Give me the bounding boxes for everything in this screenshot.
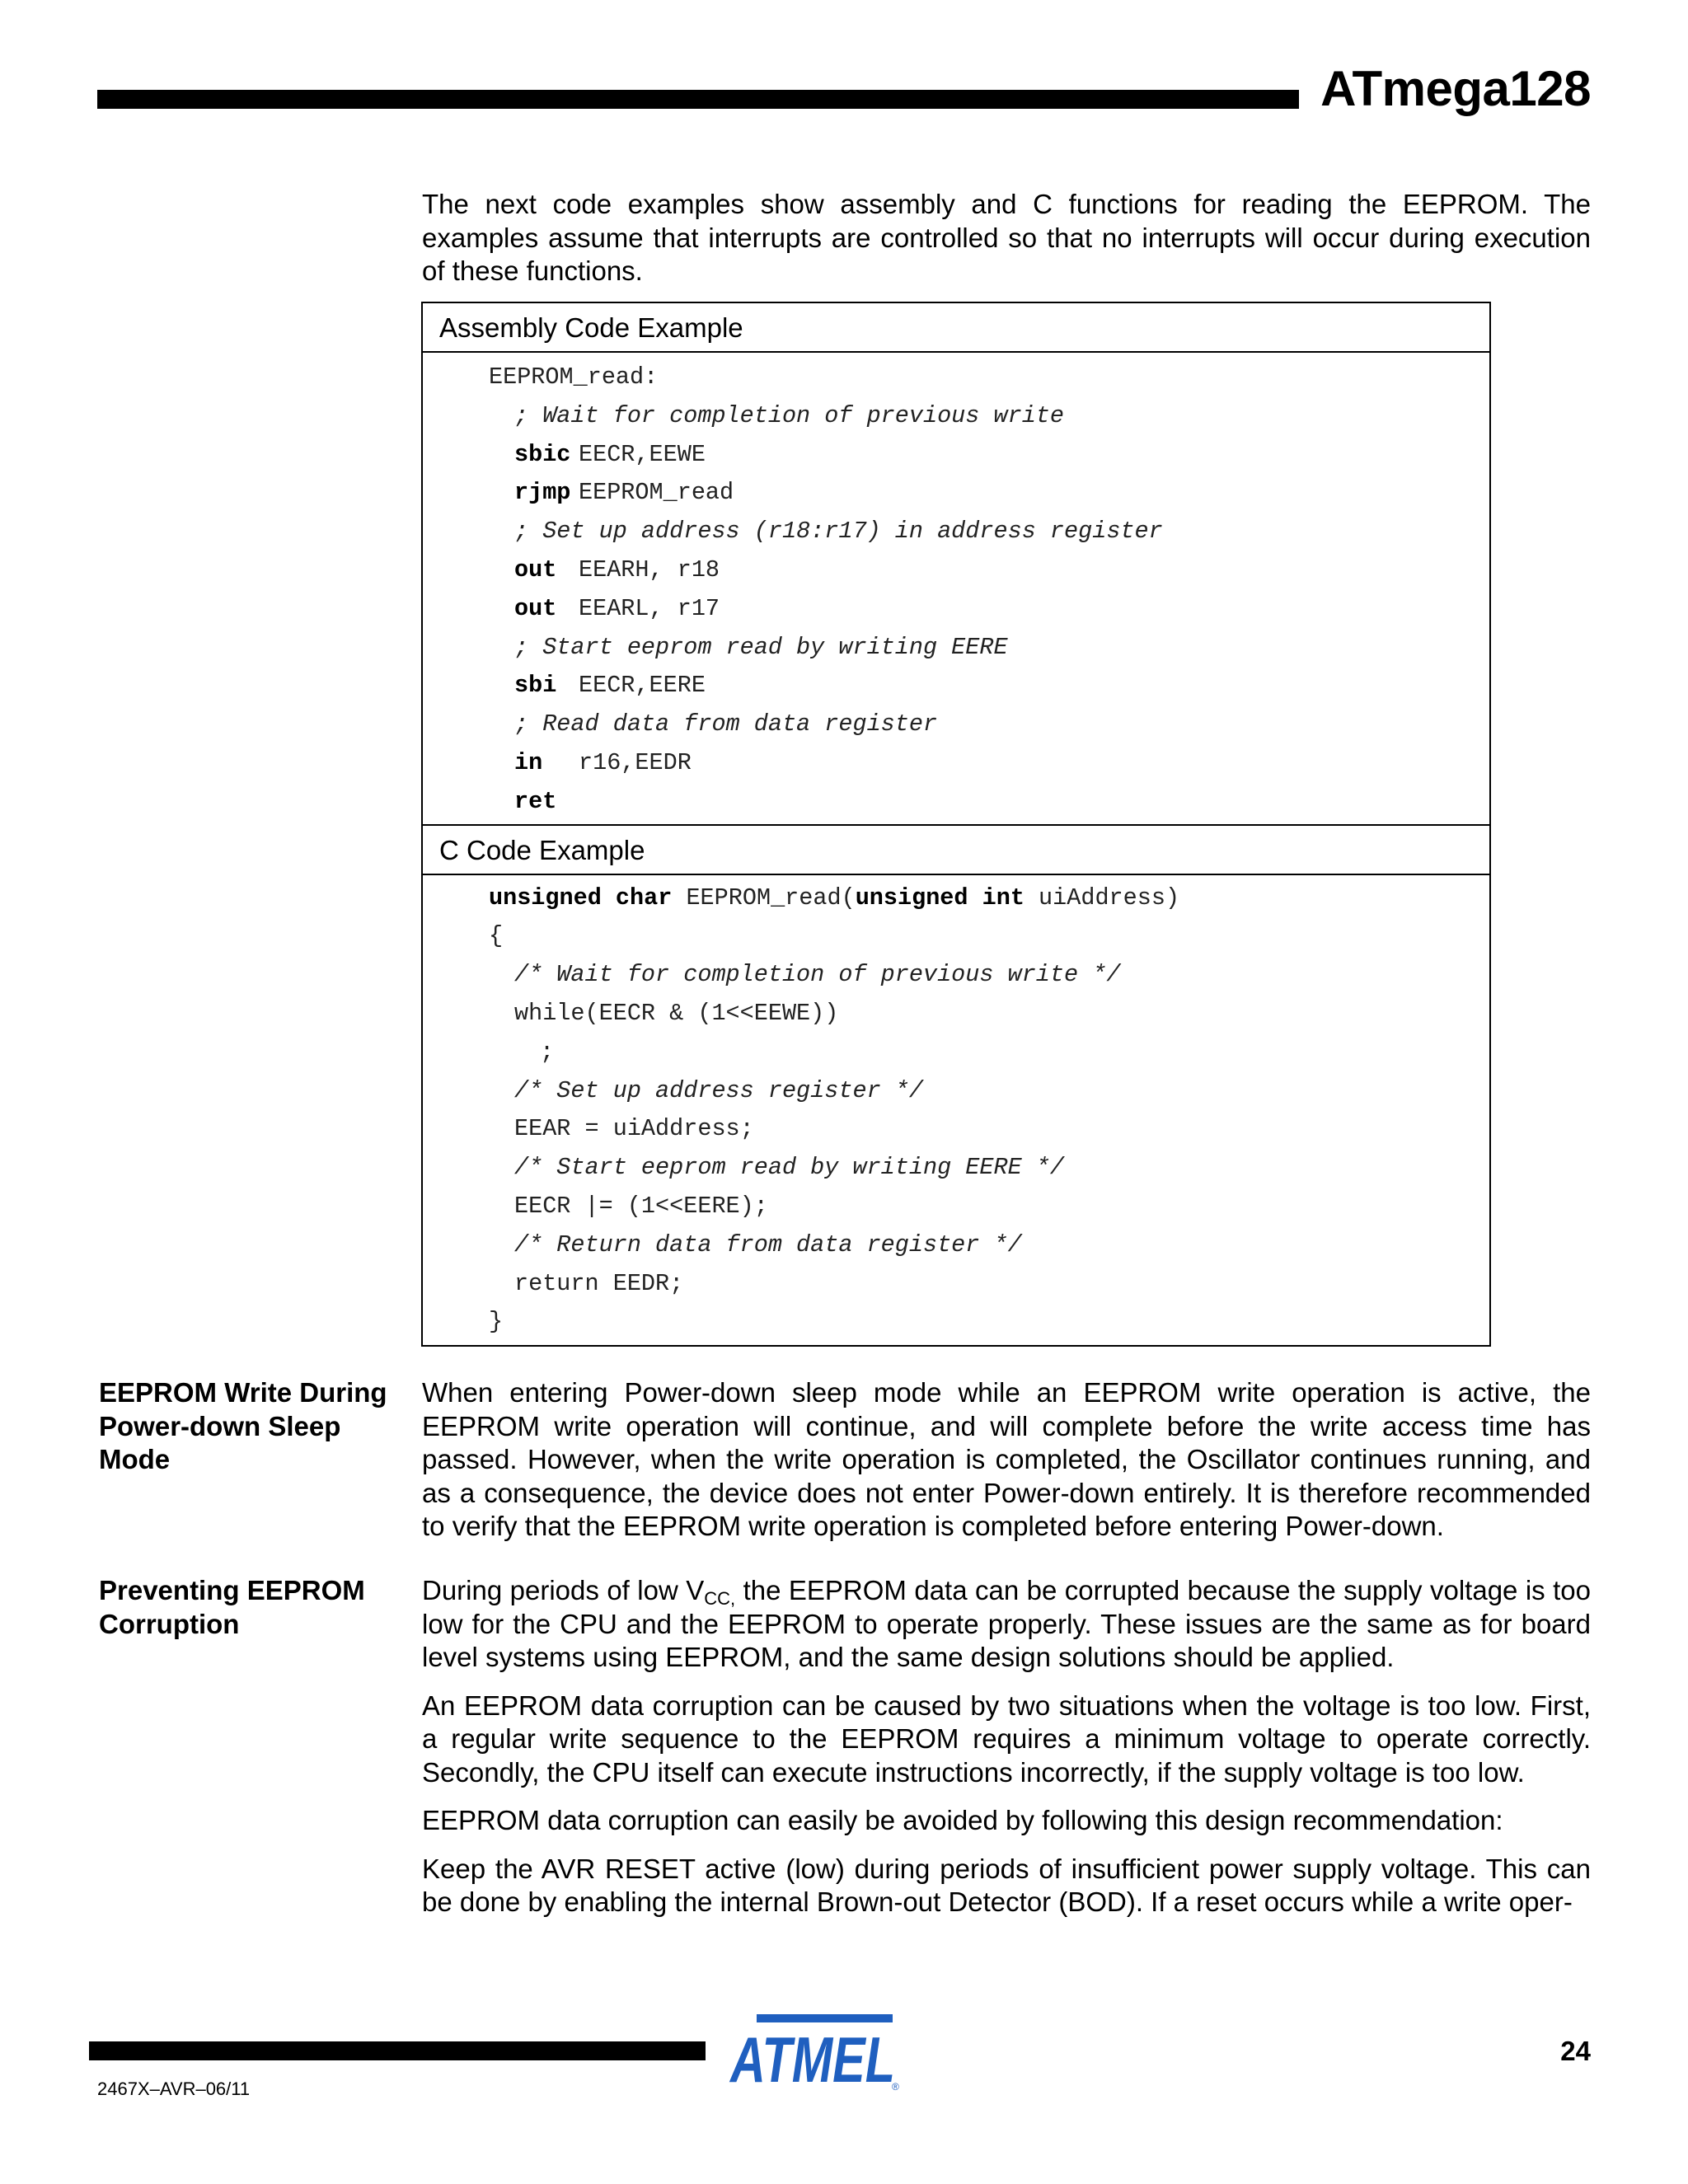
asm-line: ; Read data from data register: [514, 710, 938, 738]
code-examples-table: [421, 302, 1491, 1347]
asm-line: ; Set up address (r18:r17) in address register: [514, 518, 1163, 546]
section-body-corruption: [422, 1574, 1591, 1919]
asm-line: rjmp EEPROM_read: [514, 479, 734, 507]
page-number: 24: [1560, 2036, 1591, 2066]
c-line: /* Wait for completion of previous write */: [514, 961, 1121, 989]
section-heading-write-powerdown: EEPROM Write During Power-down Sleep Mode: [99, 1377, 387, 1474]
c-line: EECR |= (1<<EERE);: [514, 1192, 768, 1220]
asm-line: in r16,EEDR: [514, 748, 692, 776]
c-line: /* Start eeprom read by writing EERE */: [514, 1154, 1065, 1182]
atmel-logo: [724, 2011, 905, 2093]
asm-line: ; Wait for completion of previous write: [514, 401, 1065, 429]
document-title: ATmega128: [1320, 61, 1591, 116]
c-line: EEAR = uiAddress;: [514, 1115, 754, 1143]
c-code-heading: C Code Example: [423, 826, 1489, 875]
header-rule: [97, 90, 1299, 109]
asm-line: ; Start eeprom read by writing EERE: [514, 633, 1008, 661]
assembly-code-block: [423, 353, 1489, 826]
asm-line: sbic EECR,EEWE: [514, 440, 706, 468]
svg-text:®: ®: [892, 2081, 899, 2093]
svg-text:ATMEL: ATMEL: [729, 2023, 895, 2093]
c-code-block: [423, 875, 1489, 1346]
c-line: /* Set up address register */: [514, 1076, 923, 1104]
intro-paragraph: The next code examples show assembly and C functions for reading the EEPROM. The examples assume that interrupts are controlled so that no interrupts will occur during execution of these functions.: [422, 189, 1591, 286]
c-signature: unsigned char EEPROM_read(unsigned int uiAddress): [489, 883, 1180, 912]
c-line: /* Return data from data register */: [514, 1230, 1022, 1258]
corruption-paragraph-4: Keep the AVR RESET active (low) during periods of insufficient power supply voltage. This can be done by enabling the internal Brown-out Detector (BOD). If a reset occurs while a write oper-: [422, 1853, 1591, 1917]
c-line: return EEDR;: [514, 1269, 684, 1297]
asm-line: ret: [514, 787, 557, 815]
asm-line: out EEARH, r18: [514, 555, 720, 583]
corruption-paragraph-1: During periods of low $V_{CC,}$ the EEPROM data can be corrupted because the supply voltage is too low for the CPU and the EEPROM to operate properly. These issues are the same as for board level systems using EEPROM, and the same design solutions should be applied.: [422, 1575, 1591, 1672]
c-line: }: [489, 1308, 504, 1336]
asm-line: EEPROM_read:: [489, 363, 659, 391]
corruption-paragraph-3: EEPROM data corruption can easily be avoided by following this design recommendation:: [422, 1805, 1503, 1835]
asm-line: out EEARL, r17: [514, 594, 720, 622]
footer-rule: [89, 2041, 706, 2060]
assembly-heading: Assembly Code Example: [423, 303, 1489, 353]
section-heading-corruption: Preventing EEPROM Corruption: [99, 1575, 365, 1639]
document-code: 2467X–AVR–06/11: [97, 2079, 251, 2099]
corruption-paragraph-2: An EEPROM data corruption can be caused by two situations when the voltage is too low. First, a regular write sequence to the EEPROM requires a minimum voltage to operate correctly. Secondly, the CPU itself can execute instructions incorrectly, if the supply voltage is too low.: [422, 1690, 1591, 1788]
asm-line: sbi EECR,EERE: [514, 672, 706, 700]
section-body-write-powerdown: When entering Power-down sleep mode while an EEPROM write operation is active, the EEPROM write operation will continue, and will complete before the write access time has passed. However, when the write operation is completed, the Oscillator continues running, and as a consequence, the device does not enter Power-down entirely. It is therefore recommended to verify that the EEPROM write operation is completed before entering Power-down.: [422, 1377, 1591, 1541]
c-line: while(EECR & (1<<EEWE)): [514, 999, 839, 1027]
c-line: ;: [540, 1038, 555, 1066]
c-line: {: [489, 922, 504, 950]
